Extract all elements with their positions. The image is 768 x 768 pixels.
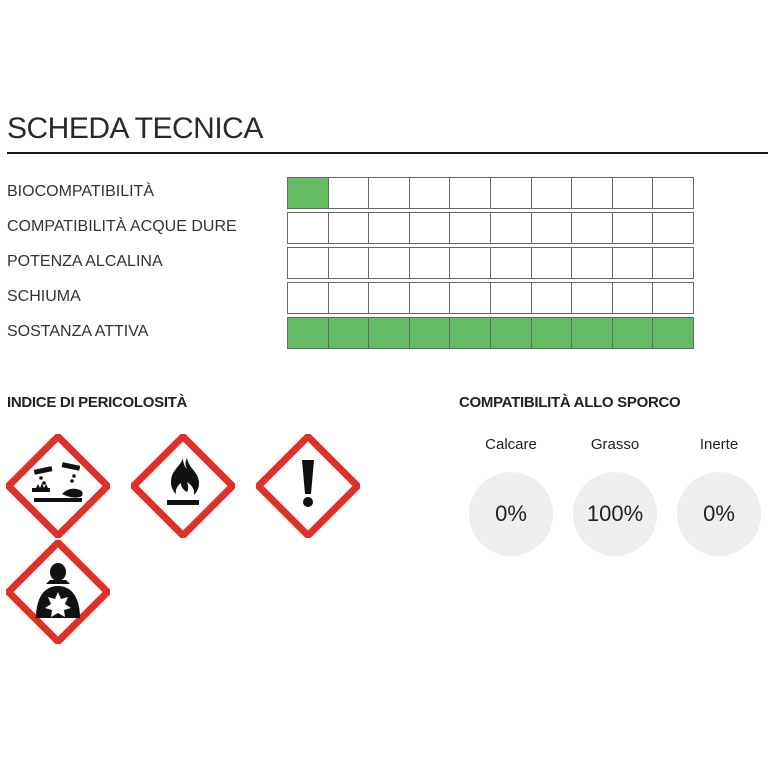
rating-cell [490, 317, 532, 349]
page-title: SCHEDA TECNICA [7, 112, 263, 145]
rating-cell [490, 282, 532, 314]
rating-cell [368, 317, 410, 349]
rating-row-biocompatibilita [7, 177, 707, 211]
dirt-value: 0% [469, 472, 553, 556]
rating-cell [652, 212, 694, 244]
rating-cell [368, 177, 410, 209]
dirt-label: Grasso [590, 436, 640, 453]
rating-cell [449, 212, 491, 244]
rating-cell [652, 317, 694, 349]
dirt-heading: COMPATIBILITÀ ALLO SPORCO [459, 394, 681, 411]
rating-row-schiuma [7, 282, 707, 316]
rating-cell [449, 282, 491, 314]
rating-row-acque-dure [7, 212, 707, 246]
dirt-value: 0% [677, 472, 761, 556]
rating-cell [328, 212, 370, 244]
rating-cell [449, 247, 491, 279]
rating-cell [531, 177, 573, 209]
rating-cell [287, 317, 329, 349]
rating-scale [287, 212, 693, 244]
rating-cell [409, 177, 451, 209]
rating-cell [612, 247, 654, 279]
rating-cell [531, 247, 573, 279]
rating-cell [531, 212, 573, 244]
dirt-item-calcare [469, 436, 553, 556]
rating-cell [612, 212, 654, 244]
rating-cell [571, 177, 613, 209]
rating-cell [328, 282, 370, 314]
rating-scale [287, 317, 693, 349]
rating-scale [287, 282, 693, 314]
rating-cell [328, 177, 370, 209]
rating-cell [490, 212, 532, 244]
title-divider [7, 152, 768, 154]
rating-cell [328, 247, 370, 279]
rating-label: SOSTANZA ATTIVA [7, 323, 149, 340]
rating-cell [612, 177, 654, 209]
rating-scale [287, 247, 693, 279]
rating-cell [652, 247, 694, 279]
rating-cell [571, 212, 613, 244]
rating-cell [612, 282, 654, 314]
rating-cell [652, 177, 694, 209]
rating-cell [287, 282, 329, 314]
dirt-item-grasso [573, 436, 657, 556]
dirt-label: Calcare [485, 436, 537, 453]
rating-cell [531, 282, 573, 314]
flame-icon [131, 434, 235, 538]
rating-cell [652, 282, 694, 314]
rating-label: BIOCOMPATIBILITÀ [7, 183, 154, 200]
rating-label: SCHIUMA [7, 288, 81, 305]
rating-cell [409, 282, 451, 314]
health-hazard-icon [6, 540, 110, 644]
rating-cell [490, 177, 532, 209]
hazard-heading: INDICE DI PERICOLOSITÀ [7, 394, 188, 411]
rating-cell [409, 247, 451, 279]
rating-row-sostanza-attiva [7, 317, 707, 351]
rating-cell [368, 212, 410, 244]
rating-label: POTENZA ALCALINA [7, 253, 163, 270]
rating-cell [287, 212, 329, 244]
rating-cell [409, 212, 451, 244]
rating-cell [449, 317, 491, 349]
rating-cell [571, 247, 613, 279]
dirt-label: Inerte [699, 436, 739, 453]
rating-cell [571, 317, 613, 349]
rating-cell [368, 247, 410, 279]
rating-cell [449, 177, 491, 209]
rating-cell [531, 317, 573, 349]
rating-cell [612, 317, 654, 349]
rating-cell [571, 282, 613, 314]
exclamation-icon [256, 434, 360, 538]
rating-cell [490, 247, 532, 279]
rating-cell [287, 247, 329, 279]
rating-cell [409, 317, 451, 349]
dirt-item-inerte [677, 436, 761, 556]
rating-row-potenza-alcalina [7, 247, 707, 281]
rating-cell [328, 317, 370, 349]
corrosive-icon [6, 434, 110, 538]
rating-label: COMPATIBILITÀ ACQUE DURE [7, 218, 237, 235]
rating-scale [287, 177, 693, 209]
rating-cell [368, 282, 410, 314]
dirt-value: 100% [573, 472, 657, 556]
rating-cell [287, 177, 329, 209]
